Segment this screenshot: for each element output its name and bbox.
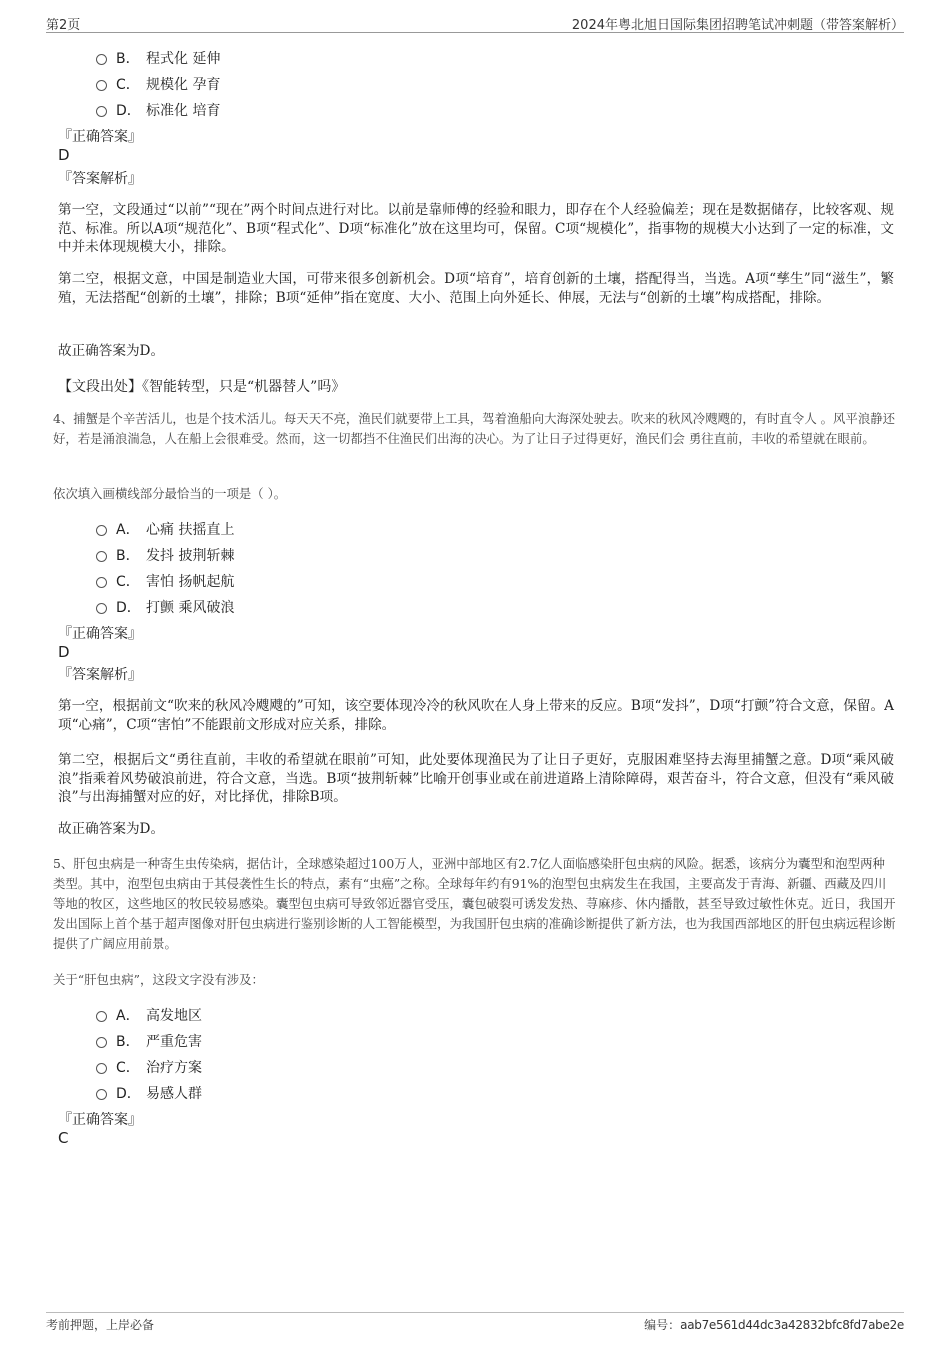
q3-answer-label: 『正确答案』 — [58, 129, 142, 145]
q5-answer-label: 『正确答案』 — [58, 1112, 142, 1128]
code-label: 编号： — [644, 1318, 681, 1332]
option-letter: D． — [116, 103, 141, 119]
q4-stem: 4、捕蟹是个辛苦活儿，也是个技术活儿。每天天不亮，渔民们就要带上工具，驾着渔船向大海深处驶去。吹来的秋风冷飕飕的，有时直令人 。风平浪静还好，若是涌浪湍急，人在船上会很难受。然而，这一切都挡不住渔民们出海的决心。为了让日子过得更好，渔民们会 勇往直前，丰收的希望就在眼前。 — [53, 411, 895, 446]
document-title: 2024年粤北旭日国际集团招聘笔试冲刺题（带答案解析） — [571, 18, 904, 33]
q3-analysis-paragraph-1: 第一空，文段通过“以前”“现在”两个时间点进行对比。以前是靠师傅的经验和眼力，即存在个人经验偏差；现在是数据储存，比较客观、规范、标准。所以A项“规范化”、B项“程式化”、D项“标准化”放在这里均可，保留。C项“规模化”，指事物的规模大小达到了一定的标准，文中并未体现规模大小，排除。 — [58, 202, 894, 255]
document-code: aab7e561d44dc3a42832bfc8fd7abe2e — [680, 1318, 904, 1332]
option-letter: D． — [116, 1086, 141, 1102]
option-text: 标准化 培育 — [146, 103, 221, 119]
option-text: 害怕 扬帆起航 — [146, 574, 235, 590]
q3-analysis-paragraph-2: 第二空，根据文意，中国是制造业大国，可带来很多创新机会。D项“培育”，培育创新的土壤，搭配得当，当选。A项“孳生”同“滋生”，繁殖，无法搭配“创新的土壤”，排除；B项“延伸”指在宽度、大小、范围上向外延长、伸展，无法与“创新的土壤”构成搭配，排除。 — [58, 271, 894, 306]
radio-icon[interactable] — [96, 551, 107, 562]
option-letter: B． — [116, 1034, 140, 1050]
option-letter: C． — [116, 1060, 140, 1076]
q4-prompt: 依次填入画横线部分最恰当的一项是（ ）。 — [53, 486, 287, 501]
q4-answer: D — [58, 643, 70, 661]
option-text: 易感人群 — [146, 1086, 202, 1102]
q3-analysis-label: 『答案解析』 — [58, 171, 142, 187]
q4-analysis-label: 『答案解析』 — [58, 667, 142, 683]
radio-icon[interactable] — [96, 603, 107, 614]
option-text: 发抖 披荆斩棘 — [146, 548, 235, 564]
page-header — [46, 12, 904, 33]
q5-stem: 5、肝包虫病是一种寄生虫传染病，据估计，全球感染超过100万人，亚洲中部地区有2.7亿人面临感染肝包虫病的风险。据悉，该病分为囊型和泡型两种类型。其中，泡型包虫病由于其侵袭性生长的特点，素有“虫癌”之称。全球每年约有91%的泡型包虫病发生在我国，主要高发于青海、新疆、西藏及四川等地的牧区，这些地区的牧民较易感染。囊型包虫病可导致邻近器官受压，囊包破裂可诱发发热、荨麻疹、休内播散，甚至导致过敏性休克。近日，我国开发出国际上首个基于超声图像对肝包虫病进行鉴别诊断的人工智能模型，为我国肝包虫病的准确诊断提供了新方法，也为我国西部地区的肝包虫病远程诊断提供了广阔应用前景。 — [53, 856, 896, 951]
radio-icon[interactable] — [96, 80, 107, 91]
option-text: 高发地区 — [146, 1008, 202, 1024]
option-text: 规模化 孕育 — [146, 77, 221, 93]
q4-analysis-paragraph-1: 第一空，根据前文“吹来的秋风冷飕飕的”可知，该空要体现冷冷的秋风吹在人身上带来的反应。B项“发抖”，D项“打颤”符合文意，保留。A项“心痛”，C项“害怕”不能跟前文形成对应关系，排除。 — [58, 698, 894, 733]
q3-conclusion: 故正确答案为D。 — [58, 343, 165, 359]
option-letter: A． — [116, 1008, 140, 1024]
option-text: 严重危害 — [146, 1034, 202, 1050]
option-text: 心痛 扶摇直上 — [146, 522, 235, 538]
radio-icon[interactable] — [96, 106, 107, 117]
option-text: 治疗方案 — [146, 1060, 202, 1076]
radio-icon[interactable] — [96, 1089, 107, 1100]
q5-answer: C — [58, 1129, 69, 1147]
option-letter: B． — [116, 548, 140, 564]
q4-analysis-paragraph-2: 第二空，根据后文“勇往直前，丰收的希望就在眼前”可知，此处要体现渔民为了让日子更好，克服困难坚持去海里捕蟹之意。D项“乘风破浪”指乘着风势破浪前进，符合文意，当选。B项“披荆斩棘”比喻开创事业或在前进道路上清除障碍，艰苦奋斗，符合文意，但没有“乘风破浪”与出海捕蟹对应的好，对比择优，排除B项。 — [58, 752, 894, 805]
q4-answer-label: 『正确答案』 — [58, 626, 142, 642]
radio-icon[interactable] — [96, 1011, 107, 1022]
option-letter: C． — [116, 77, 140, 93]
option-letter: C． — [116, 574, 140, 590]
footer-slogan: 考前押题，上岸必备 — [46, 1318, 155, 1332]
page-footer — [46, 1312, 904, 1337]
footer-code — [644, 1316, 904, 1333]
q3-answer: D — [58, 146, 70, 164]
radio-icon[interactable] — [96, 577, 107, 588]
radio-icon[interactable] — [96, 1063, 107, 1074]
page-number: 第2页 — [46, 18, 81, 33]
option-letter: B． — [116, 51, 140, 67]
option-text: 打颤 乘风破浪 — [146, 600, 235, 616]
q5-prompt: 关于“肝包虫病”，这段文字没有涉及： — [53, 972, 264, 987]
option-letter: D． — [116, 600, 141, 616]
q4-conclusion: 故正确答案为D。 — [58, 821, 165, 837]
q3-source: 【文段出处】《智能转型，只是“机器替人”吗》 — [58, 379, 346, 395]
option-text: 程式化 延伸 — [146, 51, 221, 67]
radio-icon[interactable] — [96, 525, 107, 536]
option-letter: A． — [116, 522, 140, 538]
radio-icon[interactable] — [96, 1037, 107, 1048]
radio-icon[interactable] — [96, 54, 107, 65]
